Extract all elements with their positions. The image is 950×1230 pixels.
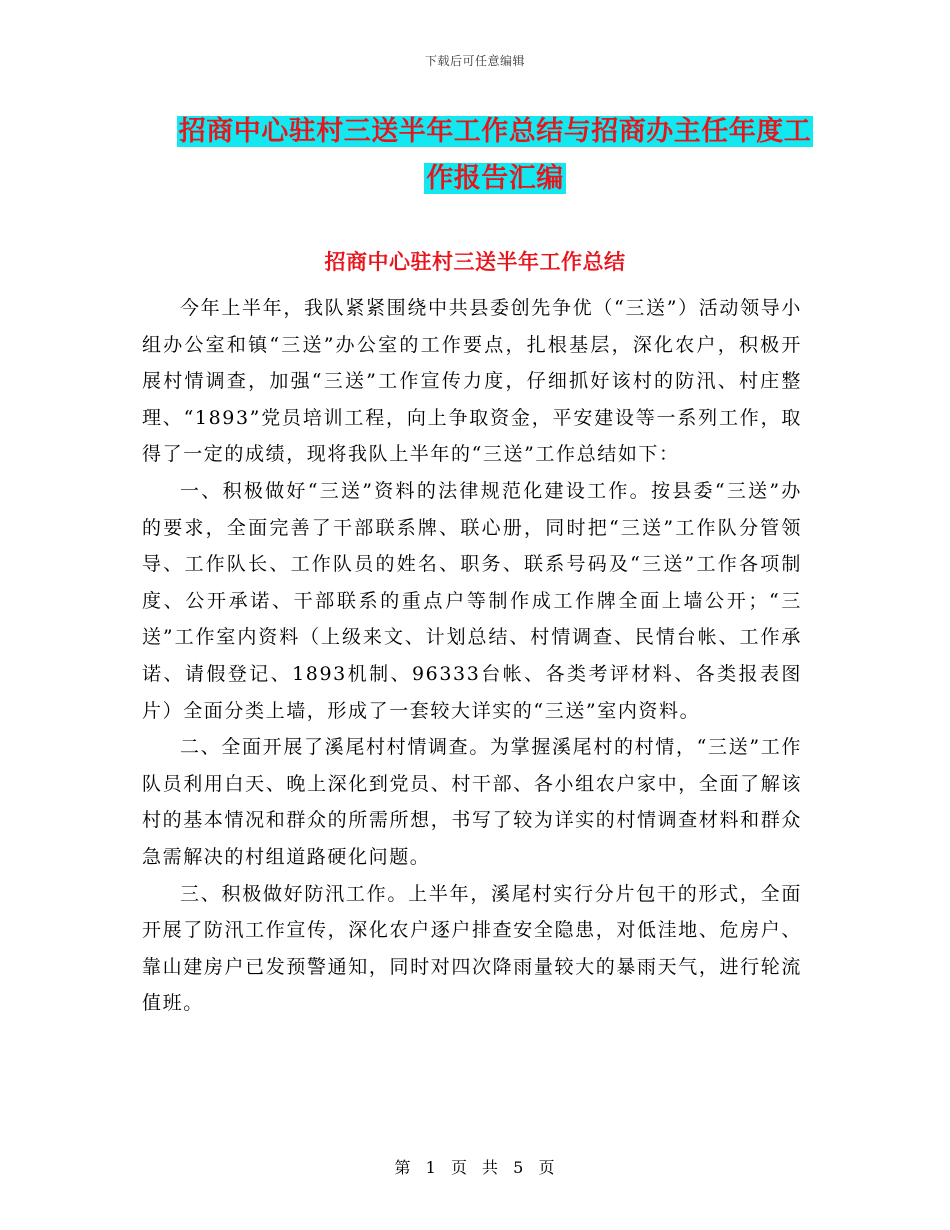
page-header-note: 下载后可任意编辑 — [424, 54, 525, 68]
document-body — [142, 290, 802, 1022]
footer-total-prefix: 共 — [482, 1158, 500, 1177]
document-title-line-1: 招商中心驻村三送半年工作总结与招商办主任年度工 — [178, 116, 812, 147]
footer-current-page: 1 — [425, 1158, 437, 1177]
document-title-line-2: 作报告汇编 — [426, 163, 564, 194]
footer-total-unit: 页 — [538, 1158, 556, 1177]
paragraph-item-3: 三、积极做好防汛工作。上半年，溪尾村实行分片包干的形式，全面开展了防汛工作宣传，深化农户逐户排查安全隐患，对低洼地、危房户、靠山建房户已发预警通知，同时对四次降雨量较大的暴雨天气，进行轮流值班。 — [142, 882, 802, 1015]
footer-prefix: 第 — [394, 1158, 412, 1177]
paragraph-item-1: 一、积极做好“三送”资料的法律规范化建设工作。按县委“三送”办的要求，全面完善了干部联系牌、联心册，同时把“三送”工作队分管领导、工作队长、工作队员的姓名、职务、联系号码及“三送”工作各项制度、公开承诺、干部联系的重点户等制作成工作牌全面上墙公开；“三送”工作室内资料（上级来文、计划总结、村情调查、民情台帐、工作承诺、请假登记、1893机制、96333台帐、各类考评材料、各类报表图片）全面分类上墙，形成了一套较大详实的“三送”室内资料。 — [142, 479, 802, 722]
paragraph-intro: 今年上半年，我队紧紧围绕中共县委创先争优（“三送”）活动领导小组办公室和镇“三送”办公室的工作要点，扎根基层，深化农户，积极开展村情调查，加强“三送”工作宣传力度，仔细抓好该村的防汛、村庄整理、“1893”党员培训工程，向上争取资金，平安建设等一系列工作，取得了一定的成绩，现将我队上半年的“三送”工作总结如下： — [142, 297, 802, 466]
paragraph-item-2: 二、全面开展了溪尾村村情调查。为掌握溪尾村的村情，“三送”工作队员利用白天、晚上深化到党员、村干部、各小组农户家中，全面了解该村的基本情况和群众的所需所想，书写了较为详实的村情调查材料和群众急需解决的村组道路硬化问题。 — [142, 736, 802, 868]
section-title: 招商中心驻村三送半年工作总结 — [324, 250, 626, 274]
footer-page-unit: 页 — [450, 1158, 468, 1177]
page-footer — [0, 1155, 950, 1178]
footer-total-pages: 5 — [513, 1158, 525, 1177]
document-title — [150, 108, 840, 202]
